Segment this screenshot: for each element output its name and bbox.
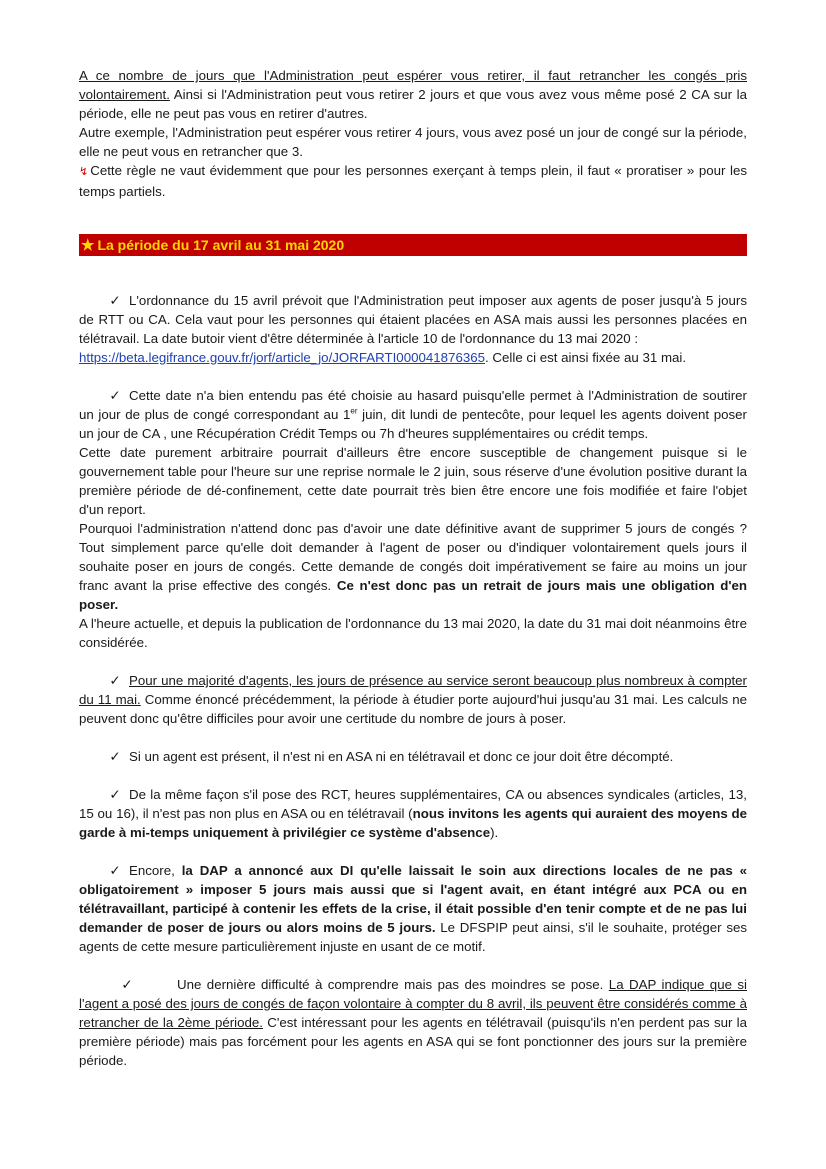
document-page: [79, 66, 747, 1070]
bullet-5-text-c: ).: [490, 825, 499, 840]
bullet-paragraph-7: [79, 975, 747, 1070]
bullet-paragraph-3: [79, 671, 747, 728]
bullet-6-bold: la DAP a annoncé aux DI qu'elle laissait le soin aux directions locales de ne pas « obligatoirement » imposer 5 jours mais aussi que si l'agent avait, en étant intégré aux PCA ou en télétravaillant, participé à contenir les effets de la crise, il était possible d'en tenir compte et de ne pas lui demander de poser de jours ou alors moins de 5 jours.: [79, 863, 747, 935]
checkmark-icon: ✓: [109, 388, 121, 403]
intro-underlined-text: A ce nombre de jours que l'Administration peut espérer vous retirer, il faut retrancher les congés pris volontairement.: [79, 68, 747, 102]
checkmark-icon: ✓: [109, 673, 121, 688]
bullet-3-underlined: Pour une majorité d'agents, les jours de présence au service seront beaucoup plus nombreux à compter du 11 mai.: [79, 673, 747, 707]
star-icon: ★: [81, 237, 95, 254]
bullet-2-p3-bold: Ce n'est donc pas un retrait de jours mais une obligation d'en poser.: [79, 578, 747, 612]
bullet-4-text: Si un agent est présent, il n'est ni en ASA ni en télétravail et donc ce jour doit être décompté.: [129, 749, 674, 764]
superscript: er: [350, 406, 358, 416]
intro-text: Ainsi si l'Administration peut vous retirer 2 jours et que vous avez vous même posé 2 CA sur la période, elle ne peut pas vous en retirer d'autres.: [79, 87, 747, 121]
checkmark-icon: ✓: [109, 293, 121, 308]
bullet-paragraph-4: [79, 747, 747, 766]
bullet-5-text-a: De la même façon s'il pose des RCT, heures supplémentaires, CA ou absences syndicales (articles, 13, 15 ou 16), il n'est pas non plus en ASA ou en télétravail (: [79, 787, 747, 821]
bullet-5-bold: nous invitons les agents qui auraient des moyens de garde à mi-temps uniquement à privilégier ce système d'absence: [79, 806, 747, 840]
intro-note-text: Cette règle ne vaut évidemment que pour les personnes exerçant à temps plein, il faut « proratiser » pour les temps partiels.: [79, 163, 747, 199]
bullet-2-paragraph-2: Cette date purement arbitraire pourrait d'ailleurs être encore susceptible de changement puisque si le gouvernement table pour l'heure sur une reprise normale le 2 juin, sous réserve d'une évolution positive durant la première période de dé-confinement, cette date pourrait très bien être encore une fois modifiée et faire l'objet d'un report.: [79, 445, 747, 517]
intro-paragraph-1: [79, 66, 747, 123]
bullet-7-text-a: Une dernière difficulté à comprendre mais pas des moindres se pose.: [177, 977, 609, 992]
intro-paragraph-3: [79, 161, 747, 201]
bullet-2-text-a: Cette date n'a bien entendu pas été choisie au hasard puisqu'elle permet à l'Administration de soutirer un jour de plus de congé correspondant au 1: [79, 388, 747, 422]
bullet-2-paragraph-3: [79, 519, 747, 614]
bullet-1-tail: . Celle ci est ainsi fixée au 31 mai.: [485, 350, 687, 365]
bullet-7-underlined: La DAP indique que si l'agent a posé des jours de congés de façon volontaire à compter du 8 avril, ils peuvent être considérés comme à retrancher de la 2ème période.: [79, 977, 747, 1030]
checkmark-icon: ✓: [109, 863, 121, 878]
section-banner: [79, 234, 747, 256]
bullet-2-paragraph-4: A l'heure actuelle, et depuis la publication de l'ordonnance du 13 mai 2020, la date du 31 mai doit néanmoins être considérée.: [79, 616, 747, 650]
checkmark-icon: ✓: [121, 977, 133, 992]
bullet-6-text-a: Encore,: [129, 863, 182, 878]
bullet-7-text-c: C'est intéressant pour les agents en télétravail (puisqu'ils n'en perdent pas sur la première période) mais pas forcément pour les agents en ASA qui se font ponctionner des jours sur la première période.: [79, 1015, 747, 1068]
bullet-3-text: Comme énoncé précédemment, la période à étudier porte aujourd'hui jusqu'au 31 mai. Les calculs ne peuvent donc qu'être difficiles pour avoir une certitude du nombre de jours à poser.: [79, 692, 747, 726]
bullet-paragraph-1: [79, 291, 747, 367]
bullet-2-text-b: juin, dit lundi de pentecôte, pour lequel les agents doivent poser un jour de CA , une Récupération Crédit Temps ou 7h d'heures supplémentaires ou crédit temps.: [79, 407, 747, 441]
bullet-6-text-c: Le DFSPIP peut ainsi, s'il le souhaite, protéger ses agents de cette mesure particulièrement injuste en usant de ce motif.: [79, 920, 748, 954]
section-title: La période du 17 avril au 31 mai 2020: [97, 237, 345, 253]
lightning-icon: ↯: [79, 166, 89, 178]
checkmark-icon: ✓: [109, 749, 121, 764]
legifrance-link[interactable]: https://beta.legifrance.gouv.fr/jorf/article_jo/JORFARTI000041876365: [79, 350, 486, 365]
bullet-paragraph-6: [79, 861, 747, 956]
bullet-1-text: L'ordonnance du 15 avril prévoit que l'Administration peut imposer aux agents de poser jusqu'à 5 jours de RTT ou CA. Cela vaut pour les personnes qui étaient placées en ASA mais aussi les personnes placées en télétravail. La date butoir vient d'être déterminée à l'article 10 de l'ordonnance du 13 mai 2020 :: [79, 293, 747, 346]
intro-paragraph-2: Autre exemple, l'Administration peut espérer vous retirer 4 jours, vous avez posé un jour de congé sur la période, elle ne peut vous en retrancher que 3.: [79, 125, 747, 159]
bullet-2-p3-text: Pourquoi l'administration n'attend donc pas d'avoir une date définitive avant de supprimer 5 jours de congés ? Tout simplement parce qu'elle doit demander à l'agent de poser ou d'indiquer volontairement quels jours il souhaite poser en jours de congés. Cette demande de congés doit impérativement se faire au moins un jour franc avant la prise effective des congés.: [79, 521, 747, 593]
bullet-paragraph-2: [79, 386, 747, 443]
bullet-paragraph-5: [79, 785, 747, 842]
checkmark-icon: ✓: [109, 787, 121, 802]
